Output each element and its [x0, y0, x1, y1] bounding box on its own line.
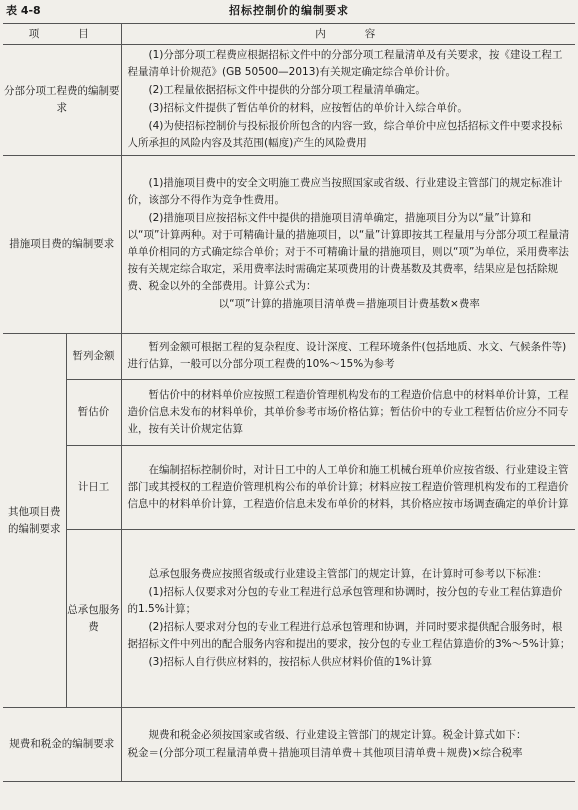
- sub-zongchengbao: 总承包服务费: [66, 530, 121, 708]
- category-cuoshi: 措施项目费的编制要求: [3, 156, 121, 334]
- row-guifei: [3, 708, 575, 782]
- fenbu-p1: (1)分部分项工程费应根据招标文件中的分部分项工程量清单及有关要求，按《建设工程工程量清单计价规范》(GB 50500—2013)有关规定确定综合单价计价。: [127, 49, 563, 78]
- content-fenbu: [121, 45, 575, 156]
- table-title: 招标控制价的编制要求: [229, 4, 349, 17]
- requirements-table: [3, 23, 575, 782]
- row-zongchengbao: [3, 530, 575, 708]
- zcb-p2: (2)招标人要求对分包的专业工程进行总承包管理和协调，并同时要求提供配合服务时，根据招标文件中列出的配合服务内容和提出的要求，按分包的专业工程估算造价的3%～5%计算；: [127, 620, 571, 650]
- header-item: 项 目: [3, 24, 121, 45]
- sub-zangu: 暂估价: [66, 380, 121, 446]
- jiri-text: 在编制招标控制价时，对计日工中的人工单价和施工机械台班单价应按省级、行业建设主管部门或其授权的工程造价管理机构公布的单价计算；材料应按工程造价管理机构发布的工程造价信息中的材料单价计算，工程造价信息未发布单价的材料，其价格应按市场调查确定的单价计算: [127, 463, 569, 510]
- zangu-text: 暂估价中的材料单价应按照工程造价管理机构发布的工程造价信息中的材料单价计算，工程造价信息未发布的材料单价，其单价参考市场价格估算；暂估价中的专业工程暂估价应分不同专业，按有关计价规定估算: [127, 388, 569, 435]
- content-zangu: [121, 380, 575, 446]
- cuoshi-formula: 以“项”计算的措施项目清单费＝措施项目计费基数×费率: [218, 298, 480, 310]
- cuoshi-p2: (2)措施项目应按招标文件中提供的措施项目清单确定，措施项目分为以“量”计算和以“项”计算两种。对于可精确计量的措施项目，以“量”计算即按其工程量用与分部分项工程量清单单价相同的方式确定综合单价；对于不可精确计量的措施项目，则以“项”为单位，采用费率法按有关规定综合取定，采用费率法时需确定某项费用的计费基数及其费率，结果应是包括除规费、税金以外的全部费用。计算公式为：: [127, 212, 570, 292]
- table-number: 表 4-8: [6, 4, 41, 17]
- content-zanlie: [121, 334, 575, 380]
- guifei-formula: 税金＝(分部分项工程量清单费＋措施项目清单费＋其他项目清单费＋规费)×综合税率: [127, 746, 523, 759]
- table-caption: [0, 0, 578, 22]
- category-fenbu: 分部分项工程费的编制要求: [3, 45, 121, 156]
- fenbu-p4: (4)为使招标控制价与投标报价所包含的内容一致，综合单价中应包括招标文件中要求投标人所承担的风险内容及其范围(幅度)产生的风险费用: [127, 120, 563, 149]
- content-cuoshi: [121, 156, 575, 334]
- row-jiri: [3, 446, 575, 530]
- sub-jiri: 计日工: [66, 446, 121, 530]
- row-fenbu: [3, 45, 575, 156]
- row-cuoshi: [3, 156, 575, 334]
- guifei-p1: 规费和税金必须按国家或省级、行业建设主管部门的规定计算。税金计算式如下：: [148, 728, 527, 741]
- category-qita: 其他项目费的编制要求: [3, 334, 66, 708]
- fenbu-p2: (2)工程量依据招标文件中提供的分部分项工程量清单确定。: [148, 84, 426, 96]
- category-guifei: 规费和税金的编制要求: [3, 708, 121, 782]
- row-zanlie: [3, 334, 575, 380]
- sub-zanlie: 暂列金额: [66, 334, 121, 380]
- header-content: 内 容: [121, 24, 575, 45]
- table-header-row: [3, 24, 575, 45]
- content-guifei: [121, 708, 575, 782]
- content-jiri: [121, 446, 575, 530]
- fenbu-p3: (3)招标文件提供了暂估单价的材料，应按暂估的单价计入综合单价。: [148, 102, 468, 114]
- zanlie-text: 暂列金额可根据工程的复杂程度、设计深度、工程环境条件(包括地质、水文、气候条件等)进行估算，一般可以分部分项工程费的10%～15%为参考: [127, 341, 567, 370]
- row-zangu: [3, 380, 575, 446]
- zcb-intro: 总承包服务费应按照省级或行业建设主管部门的规定计算，在计算时可参考以下标准：: [148, 567, 548, 580]
- cuoshi-p1: (1)措施项目费中的安全文明施工费应当按照国家或省级、行业建设主管部门的规定标准计价，该部分不得作为竞争性费用。: [127, 177, 563, 206]
- zcb-p1: (1)招标人仅要求对分包的专业工程进行总承包管理和协调时，按分包的专业工程估算造价的1.5%计算；: [127, 585, 563, 615]
- zcb-p3: (3)招标人自行供应材料的，按招标人供应材料价值的1%计算: [148, 655, 433, 668]
- content-zongchengbao: [121, 530, 575, 708]
